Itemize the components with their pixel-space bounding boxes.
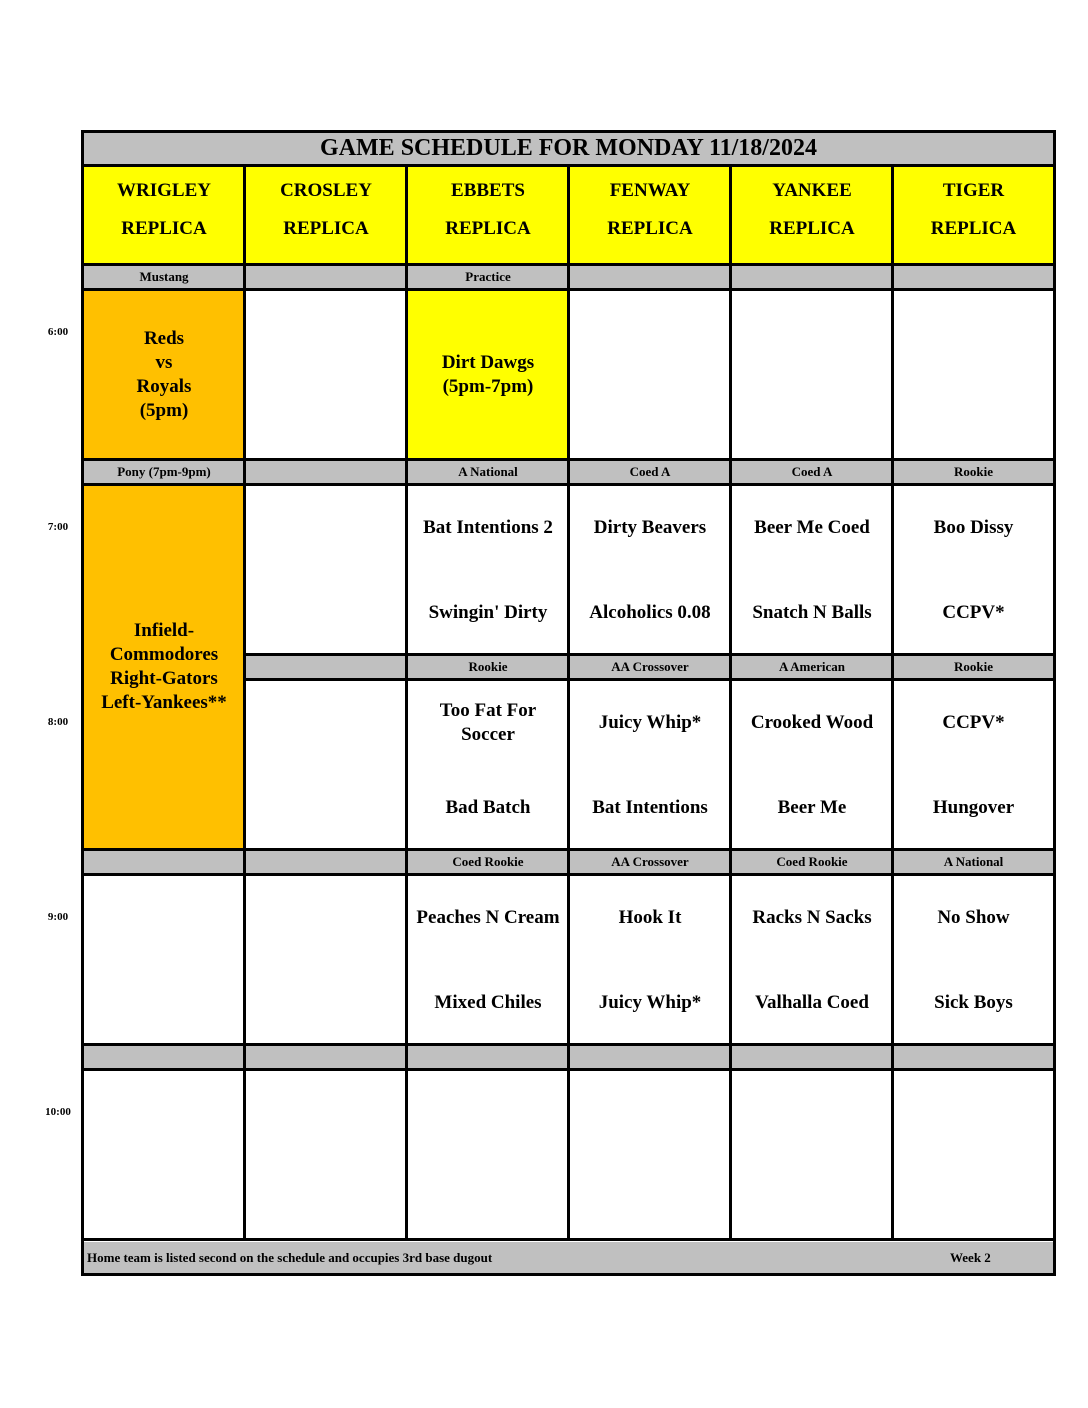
division-label: Coed Rookie bbox=[408, 851, 568, 873]
division-label-empty bbox=[894, 1046, 1053, 1068]
field-header-yankee: YANKEE REPLICA bbox=[732, 167, 892, 263]
game-cell-ebbets-8: Too Fat For Soccer Bad Batch bbox=[439, 700, 537, 818]
game-cell-wrigley-pony: Infield- Commodores Right-Gators Left-Yankees** bbox=[84, 486, 244, 848]
time-label-7: 7:00 bbox=[47, 521, 69, 533]
game-cell-ebbets-6: Dirt Dawgs (5pm-7pm) bbox=[408, 291, 568, 458]
game-cell-fenway-7: Dirty Beavers Alcoholics 0.08 bbox=[589, 517, 711, 623]
division-label: A American bbox=[732, 656, 892, 678]
game-cell-yankee-8: Crooked Wood Beer Me bbox=[750, 712, 874, 818]
division-label: Coed Rookie bbox=[732, 851, 892, 873]
division-label bbox=[570, 266, 730, 288]
game-cell-tiger-7: Boo Dissy CCPV* bbox=[933, 517, 1014, 623]
week-label: Week 2 bbox=[950, 1250, 991, 1265]
division-label: Rookie bbox=[894, 461, 1053, 483]
division-label: AA Crossover bbox=[570, 656, 730, 678]
division-label-empty bbox=[408, 1046, 568, 1068]
schedule-title: GAME SCHEDULE FOR MONDAY 11/18/2024 bbox=[84, 133, 1053, 164]
game-cell-fenway-9: Hook It Juicy Whip* bbox=[598, 907, 702, 1013]
division-label bbox=[732, 266, 892, 288]
field-header-fenway: FENWAY REPLICA bbox=[570, 167, 730, 263]
division-label: AA Crossover bbox=[570, 851, 730, 873]
game-cell-yankee-7: Beer Me Coed Snatch N Balls bbox=[752, 517, 872, 623]
game-cell-wrigley-6: Reds vs Royals (5pm) bbox=[84, 291, 244, 458]
column-line bbox=[729, 167, 732, 1241]
division-label: A National bbox=[894, 851, 1053, 873]
division-label: Pony (7pm-9pm) bbox=[84, 461, 244, 483]
division-label bbox=[246, 461, 406, 483]
division-label: Rookie bbox=[894, 656, 1053, 678]
field-header-tiger: TIGER REPLICA bbox=[894, 167, 1053, 263]
game-cell-ebbets-7: Bat Intentions 2 Swingin' Dirty bbox=[423, 517, 553, 623]
division-label: Practice bbox=[408, 266, 568, 288]
division-label: Rookie bbox=[408, 656, 568, 678]
game-cell-tiger-8: CCPV* Hungover bbox=[932, 712, 1015, 818]
game-cell-tiger-9: No Show Sick Boys bbox=[934, 907, 1013, 1013]
game-cell-yankee-9: Racks N Sacks Valhalla Coed bbox=[752, 907, 872, 1013]
division-label: Mustang bbox=[84, 266, 244, 288]
game-cell-ebbets-9: Peaches N Cream Mixed Chiles bbox=[416, 907, 560, 1013]
time-label-9: 9:00 bbox=[47, 911, 69, 923]
game-cell-fenway-8: Juicy Whip* Bat Intentions bbox=[592, 712, 708, 818]
footer bbox=[84, 1242, 1053, 1273]
time-label-8: 8:00 bbox=[47, 716, 69, 728]
field-header-ebbets: EBBETS REPLICA bbox=[408, 167, 568, 263]
division-label: A National bbox=[408, 461, 568, 483]
division-label-empty bbox=[84, 1046, 244, 1068]
column-line bbox=[243, 167, 246, 1241]
division-label-empty bbox=[732, 1046, 892, 1068]
column-line bbox=[405, 167, 408, 1241]
time-label-10: 10:00 bbox=[45, 1106, 71, 1118]
division-label-empty bbox=[570, 1046, 730, 1068]
division-label-empty bbox=[246, 656, 406, 678]
time-label-6: 6:00 bbox=[47, 326, 69, 338]
footer-note: Home team is listed second on the schedule and occupies 3rd base dugout bbox=[87, 1250, 493, 1265]
division-label bbox=[246, 266, 406, 288]
division-label bbox=[246, 851, 406, 873]
field-header-wrigley: WRIGLEY REPLICA bbox=[84, 167, 244, 263]
division-label bbox=[84, 851, 244, 873]
column-line bbox=[891, 167, 894, 1241]
division-label bbox=[894, 266, 1053, 288]
column-line bbox=[567, 167, 570, 1241]
division-label: Coed A bbox=[732, 461, 892, 483]
division-label: Coed A bbox=[570, 461, 730, 483]
field-header-crosley: CROSLEY REPLICA bbox=[246, 167, 406, 263]
division-label-empty bbox=[246, 1046, 406, 1068]
